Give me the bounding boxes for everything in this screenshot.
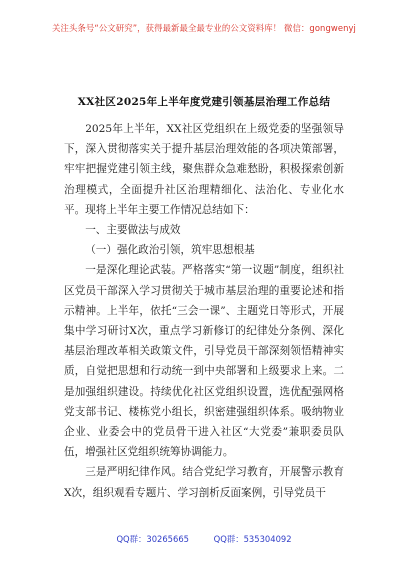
body-paragraph-continued: 三是严明纪律作风。结合党纪学习教育，开展警示教育X次，组织观看专题片、学习剖析反面案例，引导党员干 — [64, 466, 344, 499]
intro-paragraph: 2025年上半年，XX社区党组织在上级党委的坚强领导下，深入贯彻落实关于提升基层治理效能的各项决策部署，牢牢把握党建引领主线，聚焦群众急难愁盼，积极探索创新治理模式，全面提升社区治理精细化、法治化、专业化水平。现将上半年主要工作情况总结如下： — [64, 123, 344, 216]
body-paragraph: 一是深化理论武装。严格落实“第一议题”制度，组织社区党员干部深入学习贯彻关于城市基层治理的重要论述和指示精神。上半年，依托“三会一课”、主题党日等形式，开展集中学习研讨X次，重点学习新修订的纪律处分条例、深化基层治理改革相关政策文件，引导党员干部深刻领悟精神实质，自觉把思想和行动统一到中央部署和上级要求上来。二是加强组织建设。持续优化社区党组织设置，选优配强网格党支部书记、楼栋党小组长，织密建强组织体系。吸纳物业企业、业委会中的党员骨干进入社区“大党委”兼职委员队伍，增强社区党组织统筹协调能力。 — [64, 264, 344, 459]
footer-qq-group-2: QQ群：535304092 — [213, 534, 292, 544]
footer-qq-group-1: QQ群：30265665 — [116, 534, 189, 544]
document-title: XX社区2025年上半年度党建引领基层治理工作总结 — [77, 96, 331, 108]
section-heading: 一、主要做法与成效 — [85, 224, 181, 237]
header-banner: 关注头条号“公文研究”，获得最新最全最专业的公文资料库！ 微信：gongwenyj — [52, 23, 356, 33]
footer-contact — [0, 533, 408, 545]
subsection-heading: （一）强化政治引领，筑牢思想根基 — [85, 244, 255, 257]
document-body — [64, 119, 344, 503]
